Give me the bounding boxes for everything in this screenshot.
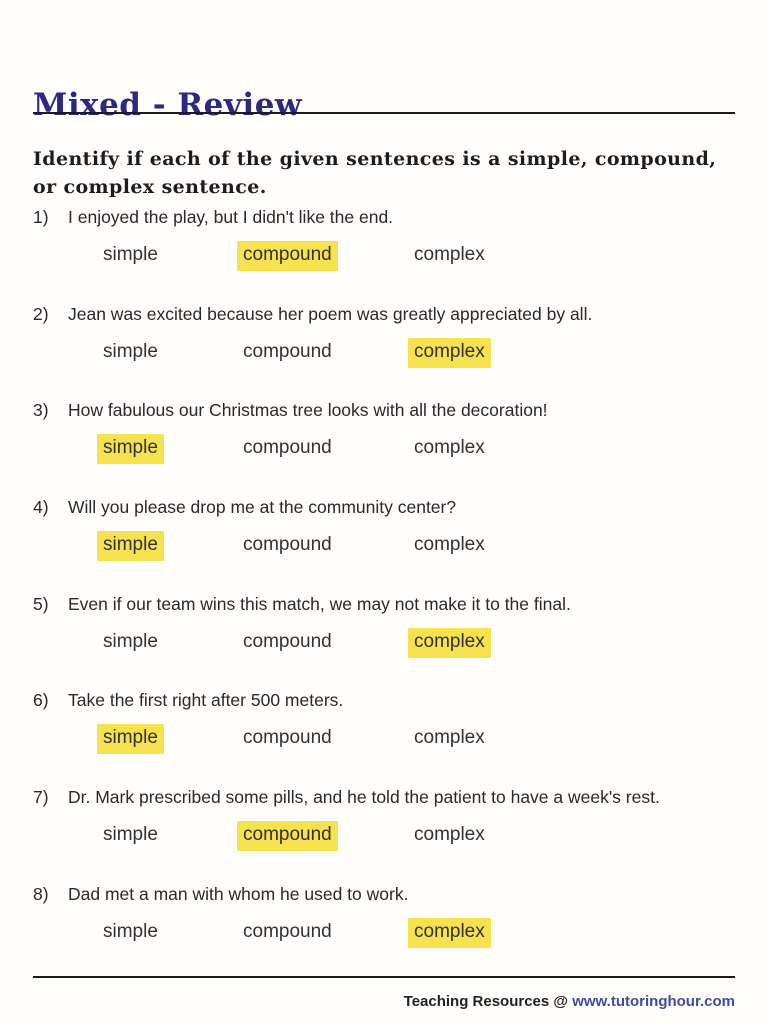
question-line (33, 785, 735, 809)
instructions-text: Identify if each of the given sentences is a simple, compound, or complex sentence. (33, 148, 717, 198)
question-line (33, 688, 735, 712)
question-number: 2) (33, 303, 49, 324)
option-compound[interactable]: compound (243, 630, 332, 652)
question-number: 6) (33, 690, 49, 711)
question-item (33, 785, 735, 882)
option-simple[interactable]: simple (103, 630, 158, 652)
question-line (33, 592, 735, 616)
answer-options (33, 920, 735, 944)
option-complex[interactable]: complex (414, 244, 485, 265)
option-simple[interactable]: simple (103, 824, 158, 846)
option-simple[interactable]: simple (97, 434, 164, 464)
question-sentence: Take the first right after 500 meters. (68, 690, 344, 711)
answer-options (33, 243, 735, 267)
option-simple[interactable]: simple (103, 244, 158, 265)
option-simple[interactable]: simple (97, 531, 164, 561)
answer-options (33, 630, 735, 654)
question-sentence: I enjoyed the play, but I didn't like the end. (68, 207, 394, 227)
page-title: Mixed - Review (33, 86, 303, 123)
option-complex[interactable]: complex (414, 437, 485, 459)
question-number: 8) (33, 883, 49, 904)
option-compound[interactable]: compound (237, 241, 338, 271)
question-item (33, 398, 735, 495)
footer-label: Teaching Resources @ (403, 993, 569, 1010)
option-simple[interactable]: simple (97, 724, 164, 754)
option-complex[interactable]: complex (408, 918, 491, 948)
footer-website-link[interactable]: www.tutoringhour.com (572, 993, 735, 1010)
title-divider (33, 112, 735, 114)
question-sentence: Even if our team wins this match, we may not make it to the final. (68, 593, 571, 614)
question-item (33, 688, 735, 785)
answer-options (33, 726, 735, 750)
questions-list (33, 205, 735, 979)
question-sentence: Dr. Mark prescribed some pills, and he told the patient to have a week's rest. (68, 787, 660, 808)
question-line (33, 495, 735, 519)
option-simple[interactable]: simple (103, 920, 158, 942)
question-number: 3) (33, 400, 49, 421)
question-sentence: Dad met a man with whom he used to work. (68, 883, 409, 904)
option-complex[interactable]: complex (408, 628, 491, 658)
question-item (33, 495, 735, 592)
option-compound[interactable]: compound (243, 920, 332, 942)
question-item (33, 592, 735, 689)
question-sentence: Jean was excited because her poem was greatly appreciated by all. (68, 303, 593, 324)
option-compound[interactable]: compound (243, 534, 332, 556)
option-compound[interactable]: compound (243, 340, 332, 362)
option-complex[interactable]: complex (408, 338, 491, 368)
question-item (33, 302, 735, 399)
question-number: 7) (33, 787, 49, 808)
question-line (33, 205, 735, 229)
option-complex[interactable]: complex (414, 727, 485, 749)
question-line (33, 398, 735, 422)
footer-divider (33, 976, 735, 978)
option-complex[interactable]: complex (414, 534, 485, 556)
question-number: 4) (33, 497, 49, 518)
option-compound[interactable]: compound (243, 727, 332, 749)
option-simple[interactable]: simple (103, 340, 158, 362)
question-item (33, 205, 735, 302)
question-number: 5) (33, 593, 49, 614)
option-complex[interactable]: complex (414, 824, 485, 846)
question-item (33, 882, 735, 979)
answer-options (33, 823, 735, 847)
answer-options (33, 436, 735, 460)
question-line (33, 302, 735, 326)
question-number: 1) (33, 207, 49, 227)
answer-options (33, 340, 735, 364)
option-compound[interactable]: compound (237, 821, 338, 851)
question-sentence: Will you please drop me at the community center? (68, 497, 457, 518)
option-compound[interactable]: compound (243, 437, 332, 459)
answer-options (33, 533, 735, 557)
question-line (33, 882, 735, 906)
question-sentence: How fabulous our Christmas tree looks with all the decoration! (68, 400, 548, 421)
footer (33, 992, 735, 1012)
